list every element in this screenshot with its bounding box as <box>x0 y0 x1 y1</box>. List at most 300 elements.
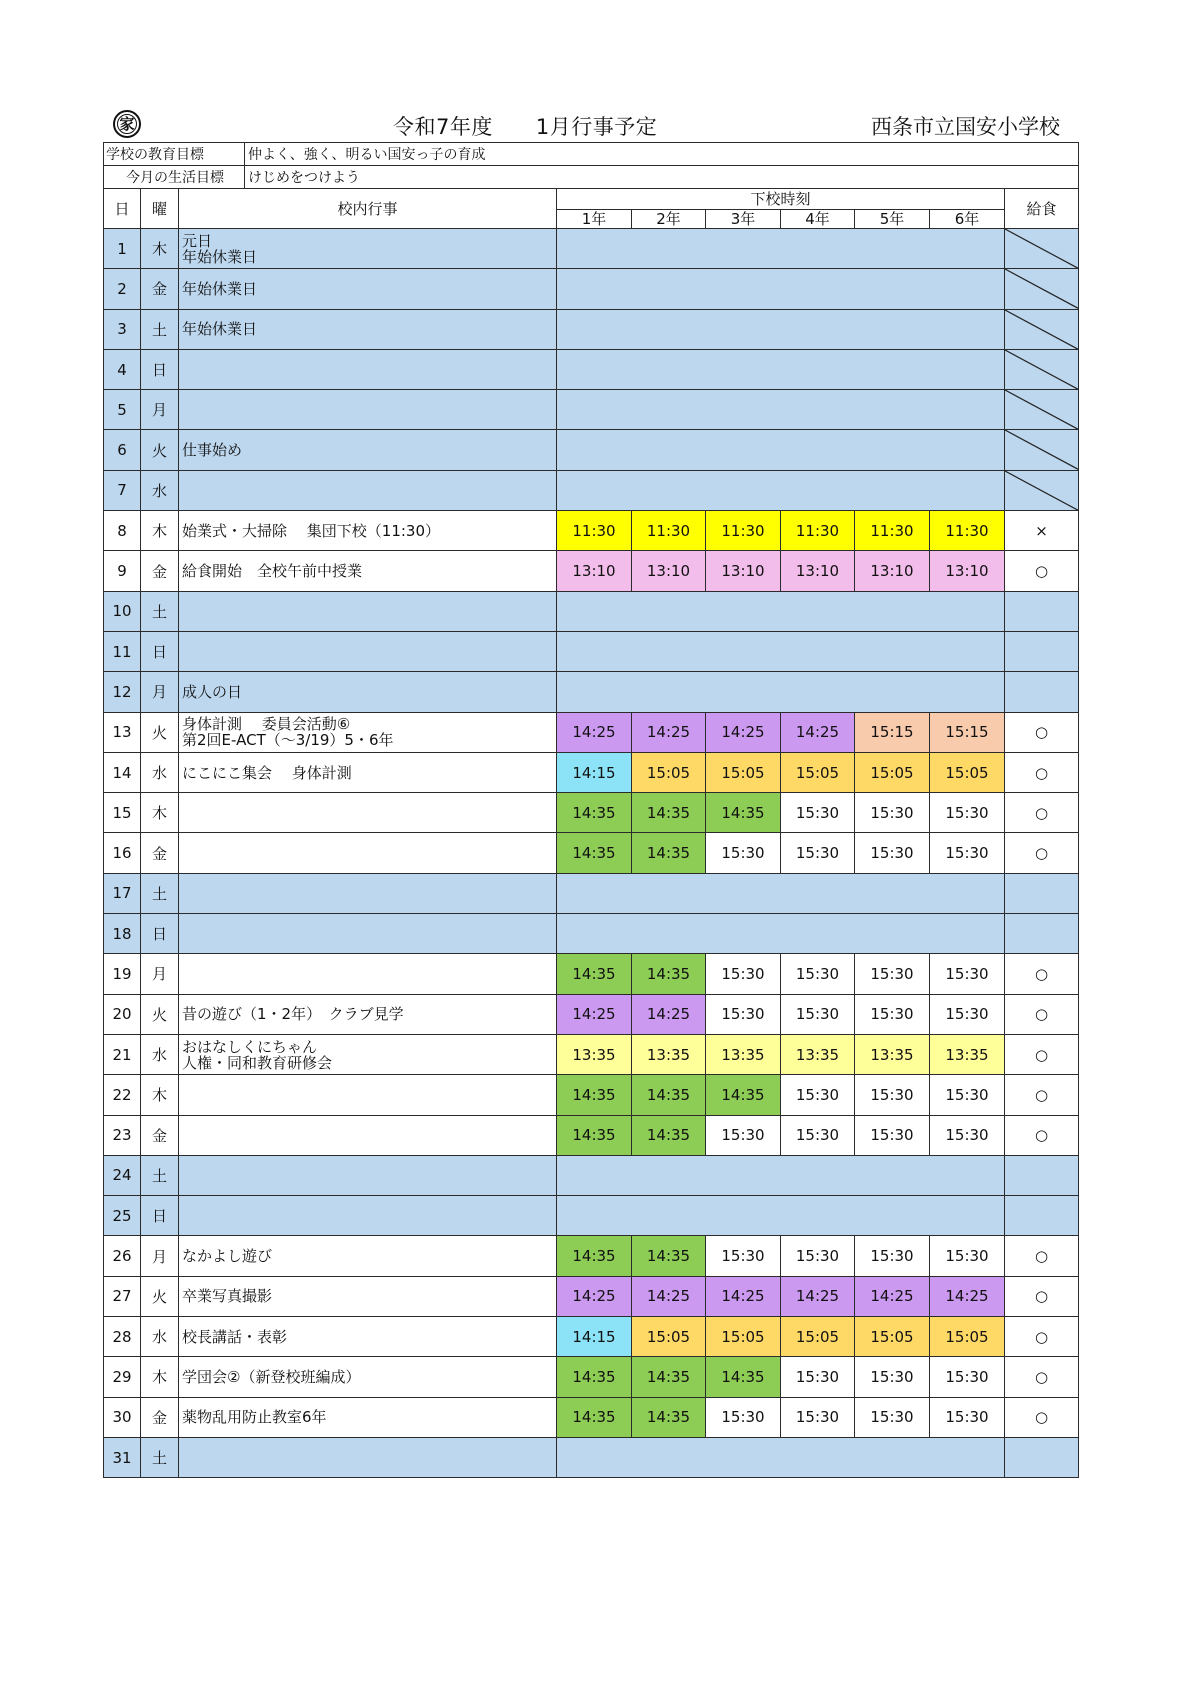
lunch-mark: ○ <box>1005 1357 1079 1397</box>
day-of-week: 月 <box>141 954 179 994</box>
lunch-none-cell <box>1005 309 1079 349</box>
header-events: 校内行事 <box>179 189 557 229</box>
header-grade-5: 5年 <box>855 210 930 229</box>
dismissal-time-grade-3: 14:25 <box>706 1276 781 1316</box>
page-title: 令和7年度 1月行事予定 <box>393 115 658 139</box>
day-row <box>104 752 1079 792</box>
diagonal-slash-mark <box>1005 229 1078 268</box>
event-cell <box>179 1034 557 1074</box>
lunch-mark: ○ <box>1005 1276 1079 1316</box>
day-of-week: 月 <box>141 672 179 712</box>
day-row <box>104 349 1079 389</box>
event-cell <box>179 833 557 873</box>
event-line: 給食開始 全校午前中授業 <box>182 562 363 581</box>
lunch-none-cell <box>1005 229 1079 269</box>
lunch-mark: × <box>1005 511 1079 551</box>
event-line: 卒業写真撮影 <box>182 1287 273 1306</box>
header-dow: 曜 <box>141 189 179 229</box>
day-number: 28 <box>104 1317 141 1357</box>
day-number: 1 <box>104 229 141 269</box>
dismissal-time-grade-4: 15:05 <box>781 1317 855 1357</box>
dismissal-time-grade-3: 15:30 <box>706 833 781 873</box>
event-line: 薬物乱用防止教室6年 <box>182 1408 327 1427</box>
school-logo <box>113 110 141 138</box>
day-row <box>104 591 1079 631</box>
life-goal-wrap <box>104 166 1078 188</box>
day-number: 5 <box>104 390 141 430</box>
dismissal-time-grade-5: 13:35 <box>855 1034 930 1074</box>
diagonal-slash-mark <box>1005 390 1078 429</box>
day-row <box>104 229 1079 269</box>
dismissal-empty-cell <box>557 349 1005 389</box>
dismissal-time-grade-5: 15:30 <box>855 1115 930 1155</box>
event-cell <box>179 712 557 752</box>
day-number: 20 <box>104 994 141 1034</box>
day-number: 24 <box>104 1155 141 1195</box>
event-line: 元日 <box>182 231 213 250</box>
event-cell <box>179 511 557 551</box>
dismissal-time-grade-4: 15:30 <box>781 1397 855 1437</box>
event-cell <box>179 793 557 833</box>
dismissal-time-grade-1: 14:35 <box>557 954 632 994</box>
day-of-week: 金 <box>141 551 179 591</box>
day-number: 21 <box>104 1034 141 1074</box>
day-of-week: 木 <box>141 229 179 269</box>
day-row <box>104 1075 1079 1115</box>
lunch-mark: ○ <box>1005 1034 1079 1074</box>
day-row <box>104 954 1079 994</box>
day-row <box>104 1276 1079 1316</box>
day-number: 25 <box>104 1196 141 1236</box>
dismissal-empty-cell <box>557 470 1005 510</box>
dismissal-time-grade-2: 14:35 <box>632 1115 706 1155</box>
lunch-mark: ○ <box>1005 752 1079 792</box>
dismissal-time-grade-3: 14:35 <box>706 1075 781 1115</box>
dismissal-time-grade-4: 15:30 <box>781 793 855 833</box>
day-of-week: 水 <box>141 470 179 510</box>
school-name: 西条市立国安小学校 <box>871 115 1060 139</box>
header-grade-4: 4年 <box>781 210 855 229</box>
header-grade-3: 3年 <box>706 210 781 229</box>
dismissal-time-grade-1: 14:35 <box>557 1236 632 1276</box>
day-of-week: 火 <box>141 712 179 752</box>
day-of-week: 土 <box>141 1437 179 1477</box>
dismissal-time-grade-2: 14:35 <box>632 1397 706 1437</box>
day-of-week: 木 <box>141 511 179 551</box>
education-goal-row <box>104 143 1079 166</box>
dismissal-time-grade-5: 15:30 <box>855 793 930 833</box>
day-row <box>104 1236 1079 1276</box>
dismissal-time-grade-6: 14:25 <box>930 1276 1005 1316</box>
dismissal-time-grade-4: 15:30 <box>781 1357 855 1397</box>
diagonal-slash-mark <box>1005 310 1078 349</box>
lunch-mark: ○ <box>1005 1317 1079 1357</box>
dismissal-time-grade-6: 15:30 <box>930 1115 1005 1155</box>
dismissal-time-grade-1: 14:35 <box>557 1075 632 1115</box>
event-line: 成人の日 <box>182 682 243 701</box>
header-dismissal: 下校時刻 <box>557 189 1005 210</box>
day-of-week: 水 <box>141 1034 179 1074</box>
dismissal-time-grade-5: 15:30 <box>855 833 930 873</box>
dismissal-time-grade-6: 15:30 <box>930 954 1005 994</box>
lunch-mark <box>1005 631 1079 671</box>
event-cell <box>179 390 557 430</box>
event-line: 第2回E-ACT（～3/19）5・6年 <box>182 731 394 750</box>
event-cell <box>179 1155 557 1195</box>
day-row <box>104 631 1079 671</box>
header-grade-6: 6年 <box>930 210 1005 229</box>
day-number: 23 <box>104 1115 141 1155</box>
lunch-mark: ○ <box>1005 551 1079 591</box>
day-row <box>104 1196 1079 1236</box>
dismissal-time-grade-3: 15:30 <box>706 1397 781 1437</box>
lunch-mark <box>1005 672 1079 712</box>
day-of-week: 月 <box>141 390 179 430</box>
lunch-none-cell <box>1005 430 1079 470</box>
dismissal-time-grade-4: 15:30 <box>781 1075 855 1115</box>
day-of-week: 火 <box>141 1276 179 1316</box>
event-line: 年始休業日 <box>182 320 258 339</box>
day-of-week: 金 <box>141 1115 179 1155</box>
lunch-mark <box>1005 591 1079 631</box>
day-number: 4 <box>104 349 141 389</box>
event-cell <box>179 1397 557 1437</box>
dismissal-time-grade-4: 11:30 <box>781 511 855 551</box>
day-row <box>104 672 1079 712</box>
dismissal-time-grade-4: 13:10 <box>781 551 855 591</box>
lunch-mark: ○ <box>1005 1236 1079 1276</box>
day-number: 9 <box>104 551 141 591</box>
day-row <box>104 1317 1079 1357</box>
header-grade-1: 1年 <box>557 210 632 229</box>
lunch-none-cell <box>1005 269 1079 309</box>
event-cell <box>179 954 557 994</box>
day-of-week: 木 <box>141 1357 179 1397</box>
dismissal-time-grade-2: 14:25 <box>632 1276 706 1316</box>
day-number: 10 <box>104 591 141 631</box>
diagonal-slash-mark <box>1005 269 1078 308</box>
lunch-none-cell <box>1005 470 1079 510</box>
event-line: 始業式・大掃除 集団下校（11:30） <box>182 521 440 540</box>
event-cell <box>179 430 557 470</box>
day-number: 15 <box>104 793 141 833</box>
day-row <box>104 1155 1079 1195</box>
education-goal-cell <box>104 143 1079 166</box>
event-line: 学団会②（新登校班編成） <box>182 1367 361 1386</box>
dismissal-time-grade-2: 14:35 <box>632 793 706 833</box>
lunch-mark: ○ <box>1005 1115 1079 1155</box>
day-number: 26 <box>104 1236 141 1276</box>
dismissal-time-grade-2: 14:35 <box>632 1236 706 1276</box>
dismissal-time-grade-5: 15:30 <box>855 954 930 994</box>
dismissal-time-grade-6: 13:35 <box>930 1034 1005 1074</box>
dismissal-time-grade-4: 15:30 <box>781 1236 855 1276</box>
life-goal-value: けじめをつけよう <box>248 170 360 186</box>
event-cell <box>179 672 557 712</box>
dismissal-time-grade-3: 15:30 <box>706 994 781 1034</box>
page-header <box>103 106 1078 142</box>
dismissal-time-grade-1: 14:25 <box>557 994 632 1034</box>
lunch-mark: ○ <box>1005 994 1079 1034</box>
day-of-week: 金 <box>141 833 179 873</box>
event-cell <box>179 1276 557 1316</box>
dismissal-time-grade-1: 14:35 <box>557 1397 632 1437</box>
lunch-mark: ○ <box>1005 793 1079 833</box>
education-goal-label: 学校の教育目標 <box>104 143 245 165</box>
event-cell <box>179 349 557 389</box>
event-cell <box>179 1236 557 1276</box>
dismissal-time-grade-6: 15:30 <box>930 994 1005 1034</box>
day-of-week: 金 <box>141 1397 179 1437</box>
dismissal-time-grade-4: 15:05 <box>781 752 855 792</box>
day-row <box>104 390 1079 430</box>
day-of-week: 日 <box>141 914 179 954</box>
life-goal-cell <box>104 166 1079 189</box>
event-cell <box>179 1357 557 1397</box>
column-header-row <box>104 189 1079 210</box>
day-of-week: 月 <box>141 1236 179 1276</box>
dismissal-time-grade-6: 13:10 <box>930 551 1005 591</box>
day-of-week: 金 <box>141 269 179 309</box>
event-line: 身体計測 委員会活動⑥ <box>182 715 351 734</box>
day-number: 14 <box>104 752 141 792</box>
life-goal-row <box>104 166 1079 189</box>
dismissal-time-grade-5: 15:05 <box>855 752 930 792</box>
day-number: 7 <box>104 470 141 510</box>
dismissal-time-grade-6: 15:30 <box>930 1075 1005 1115</box>
day-number: 3 <box>104 309 141 349</box>
dismissal-time-grade-3: 15:30 <box>706 1236 781 1276</box>
dismissal-time-grade-2: 14:35 <box>632 954 706 994</box>
diagonal-slash-mark <box>1005 430 1078 469</box>
dismissal-time-grade-2: 13:35 <box>632 1034 706 1074</box>
event-line: 年始休業日 <box>182 279 258 298</box>
dismissal-time-grade-6: 15:05 <box>930 752 1005 792</box>
dismissal-time-grade-1: 14:15 <box>557 752 632 792</box>
dismissal-empty-cell <box>557 430 1005 470</box>
dismissal-time-grade-2: 13:10 <box>632 551 706 591</box>
event-line: にこにこ集会 身体計測 <box>182 763 352 782</box>
lunch-mark: ○ <box>1005 1397 1079 1437</box>
event-cell <box>179 551 557 591</box>
dismissal-time-grade-4: 14:25 <box>781 1276 855 1316</box>
dismissal-time-grade-2: 15:05 <box>632 1317 706 1357</box>
dismissal-time-grade-3: 13:10 <box>706 551 781 591</box>
day-of-week: 土 <box>141 1155 179 1195</box>
dismissal-time-grade-2: 14:25 <box>632 994 706 1034</box>
dismissal-time-grade-2: 14:25 <box>632 712 706 752</box>
dismissal-empty-cell <box>557 1437 1005 1477</box>
day-number: 2 <box>104 269 141 309</box>
lunch-none-cell <box>1005 349 1079 389</box>
day-number: 13 <box>104 712 141 752</box>
lunch-mark: ○ <box>1005 833 1079 873</box>
event-cell <box>179 914 557 954</box>
event-line: おはなしくにちゃん <box>182 1037 318 1056</box>
diagonal-slash-mark <box>1005 471 1078 510</box>
day-row <box>104 793 1079 833</box>
day-number: 30 <box>104 1397 141 1437</box>
dismissal-time-grade-1: 11:30 <box>557 511 632 551</box>
dismissal-time-grade-5: 15:30 <box>855 1075 930 1115</box>
dismissal-time-grade-5: 15:30 <box>855 1357 930 1397</box>
day-of-week: 土 <box>141 873 179 913</box>
dismissal-time-grade-5: 14:25 <box>855 1276 930 1316</box>
dismissal-empty-cell <box>557 269 1005 309</box>
dismissal-time-grade-6: 15:30 <box>930 1397 1005 1437</box>
day-number: 11 <box>104 631 141 671</box>
header-grade-2: 2年 <box>632 210 706 229</box>
event-cell <box>179 229 557 269</box>
day-row <box>104 1357 1079 1397</box>
dismissal-time-grade-4: 15:30 <box>781 833 855 873</box>
event-line: 仕事始め <box>182 441 243 460</box>
dismissal-time-grade-5: 13:10 <box>855 551 930 591</box>
dismissal-time-grade-5: 15:30 <box>855 994 930 1034</box>
dismissal-empty-cell <box>557 672 1005 712</box>
day-number: 29 <box>104 1357 141 1397</box>
day-number: 16 <box>104 833 141 873</box>
dismissal-time-grade-6: 11:30 <box>930 511 1005 551</box>
day-number: 22 <box>104 1075 141 1115</box>
dismissal-time-grade-3: 15:30 <box>706 1115 781 1155</box>
dismissal-time-grade-2: 11:30 <box>632 511 706 551</box>
dismissal-time-grade-6: 15:30 <box>930 1236 1005 1276</box>
dismissal-time-grade-6: 15:30 <box>930 793 1005 833</box>
day-row <box>104 269 1079 309</box>
lunch-mark <box>1005 1155 1079 1195</box>
dismissal-time-grade-1: 14:35 <box>557 1115 632 1155</box>
dismissal-time-grade-3: 15:05 <box>706 1317 781 1357</box>
event-cell <box>179 1115 557 1155</box>
day-number: 27 <box>104 1276 141 1316</box>
dismissal-time-grade-5: 15:30 <box>855 1236 930 1276</box>
day-of-week: 日 <box>141 1196 179 1236</box>
day-of-week: 日 <box>141 631 179 671</box>
dismissal-time-grade-1: 14:35 <box>557 833 632 873</box>
event-line: 年始休業日 <box>182 247 258 266</box>
day-of-week: 土 <box>141 309 179 349</box>
event-cell <box>179 631 557 671</box>
day-number: 18 <box>104 914 141 954</box>
day-number: 17 <box>104 873 141 913</box>
event-cell <box>179 1317 557 1357</box>
dismissal-empty-cell <box>557 631 1005 671</box>
dismissal-time-grade-4: 15:30 <box>781 954 855 994</box>
dismissal-time-grade-3: 14:25 <box>706 712 781 752</box>
dismissal-time-grade-3: 15:30 <box>706 954 781 994</box>
day-row <box>104 833 1079 873</box>
day-number: 6 <box>104 430 141 470</box>
dismissal-time-grade-3: 14:35 <box>706 793 781 833</box>
day-of-week: 火 <box>141 430 179 470</box>
dismissal-time-grade-4: 15:30 <box>781 1115 855 1155</box>
day-row <box>104 430 1079 470</box>
lunch-mark: ○ <box>1005 712 1079 752</box>
lunch-none-cell <box>1005 390 1079 430</box>
dismissal-time-grade-3: 11:30 <box>706 511 781 551</box>
dismissal-time-grade-4: 14:25 <box>781 712 855 752</box>
dismissal-time-grade-2: 15:05 <box>632 752 706 792</box>
dismissal-time-grade-2: 14:35 <box>632 1357 706 1397</box>
day-row <box>104 1397 1079 1437</box>
dismissal-time-grade-6: 15:05 <box>930 1317 1005 1357</box>
day-of-week: 水 <box>141 752 179 792</box>
event-cell <box>179 309 557 349</box>
dismissal-time-grade-1: 14:35 <box>557 793 632 833</box>
lunch-mark <box>1005 1196 1079 1236</box>
life-goal-label: 今月の生活目標 <box>104 166 245 188</box>
diagonal-slash-mark <box>1005 350 1078 389</box>
lunch-mark <box>1005 914 1079 954</box>
day-row <box>104 873 1079 913</box>
day-row <box>104 551 1079 591</box>
day-number: 8 <box>104 511 141 551</box>
event-cell <box>179 269 557 309</box>
day-of-week: 日 <box>141 349 179 389</box>
dismissal-time-grade-1: 14:25 <box>557 712 632 752</box>
dismissal-time-grade-2: 14:35 <box>632 1075 706 1115</box>
day-row <box>104 511 1079 551</box>
event-cell <box>179 994 557 1034</box>
dismissal-time-grade-1: 14:35 <box>557 1357 632 1397</box>
dismissal-time-grade-5: 15:30 <box>855 1397 930 1437</box>
dismissal-time-grade-4: 13:35 <box>781 1034 855 1074</box>
day-number: 19 <box>104 954 141 994</box>
dismissal-time-grade-2: 14:35 <box>632 833 706 873</box>
event-cell <box>179 470 557 510</box>
day-row <box>104 1034 1079 1074</box>
event-line: 校長講話・表彰 <box>182 1327 288 1346</box>
dismissal-time-grade-6: 15:30 <box>930 833 1005 873</box>
dismissal-time-grade-3: 14:35 <box>706 1357 781 1397</box>
day-row <box>104 1115 1079 1155</box>
dismissal-empty-cell <box>557 229 1005 269</box>
header-day: 日 <box>104 189 141 229</box>
dismissal-time-grade-1: 14:15 <box>557 1317 632 1357</box>
dismissal-time-grade-6: 15:15 <box>930 712 1005 752</box>
day-of-week: 木 <box>141 1075 179 1115</box>
dismissal-time-grade-3: 13:35 <box>706 1034 781 1074</box>
schedule-table <box>103 142 1079 1478</box>
event-cell <box>179 1075 557 1115</box>
dismissal-empty-cell <box>557 914 1005 954</box>
day-row <box>104 470 1079 510</box>
lunch-mark: ○ <box>1005 1075 1079 1115</box>
dismissal-empty-cell <box>557 390 1005 430</box>
event-cell <box>179 1196 557 1236</box>
dismissal-time-grade-1: 13:10 <box>557 551 632 591</box>
dismissal-time-grade-3: 15:05 <box>706 752 781 792</box>
day-of-week: 火 <box>141 994 179 1034</box>
day-row <box>104 309 1079 349</box>
education-goal-wrap <box>104 143 1078 165</box>
event-line: 昔の遊び（1・2年） クラブ見学 <box>182 1005 404 1024</box>
dismissal-time-grade-5: 11:30 <box>855 511 930 551</box>
dismissal-empty-cell <box>557 873 1005 913</box>
day-of-week: 水 <box>141 1317 179 1357</box>
dismissal-time-grade-4: 15:30 <box>781 994 855 1034</box>
day-row <box>104 712 1079 752</box>
dismissal-time-grade-5: 15:05 <box>855 1317 930 1357</box>
event-line: なかよし遊び <box>182 1247 273 1266</box>
day-number: 12 <box>104 672 141 712</box>
logo-char: 家 <box>119 114 135 133</box>
dismissal-empty-cell <box>557 1155 1005 1195</box>
dismissal-empty-cell <box>557 309 1005 349</box>
event-cell <box>179 873 557 913</box>
dismissal-time-grade-1: 13:35 <box>557 1034 632 1074</box>
